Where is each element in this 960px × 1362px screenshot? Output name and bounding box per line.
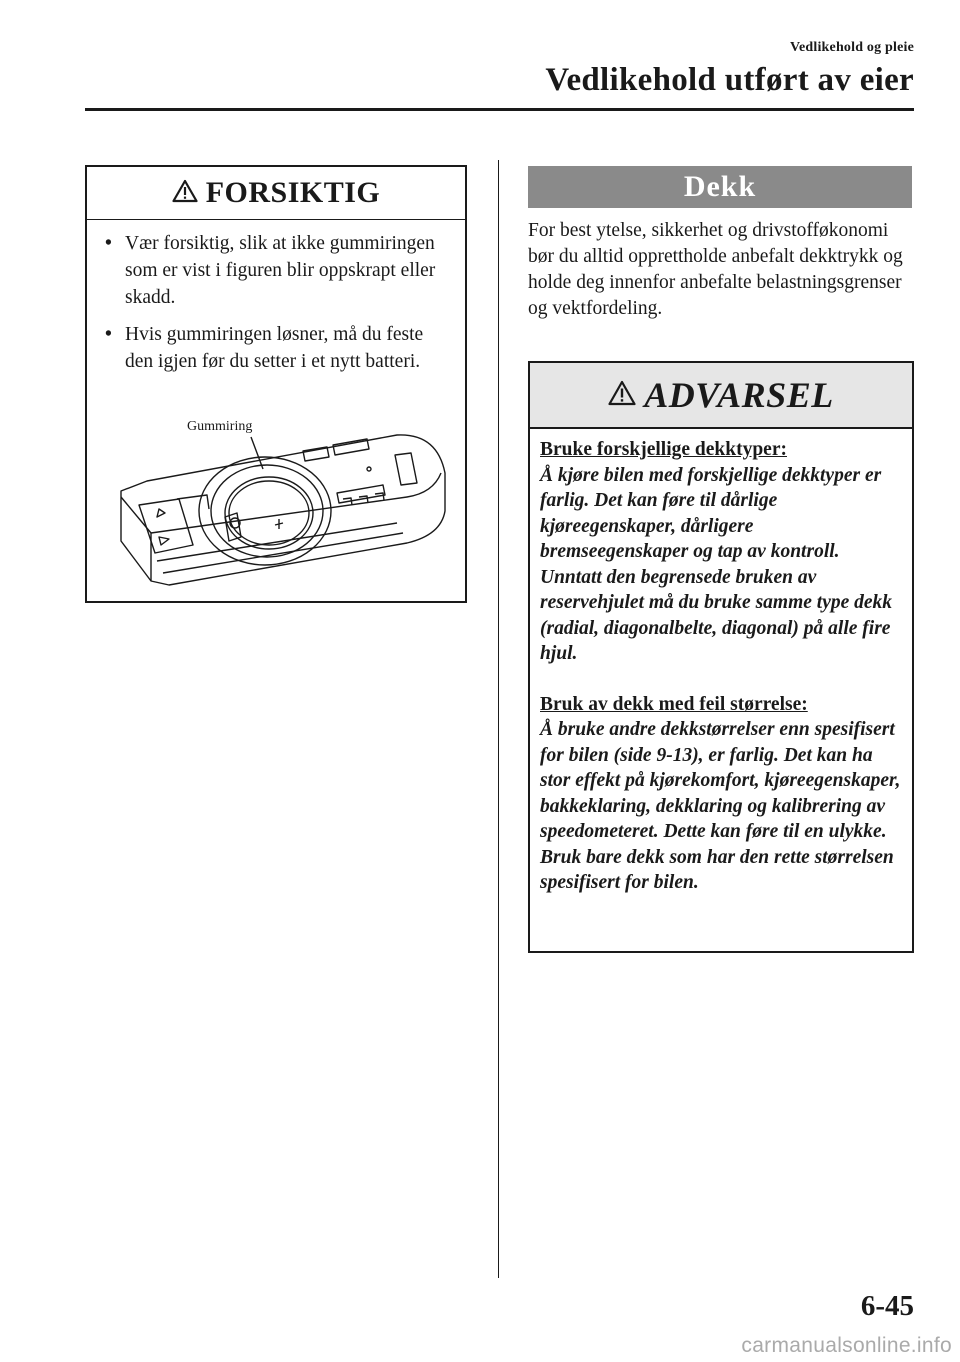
section-title-dekk: Dekk bbox=[528, 166, 912, 208]
key-fob-battery-illustration bbox=[107, 413, 447, 588]
figure-label: Gummiring bbox=[187, 419, 253, 434]
caution-title: FORSIKTIG bbox=[205, 176, 381, 209]
warning-body bbox=[530, 429, 912, 896]
caution-item: • Vær forsiktig, slik at ikke gummiringen som er vist i figuren blir oppskrapt eller skadd. bbox=[87, 230, 465, 311]
warning-subheading: Bruke forskjellige dekktyper: bbox=[540, 439, 787, 460]
header-section-label: Vedlikehold og pleie bbox=[789, 40, 914, 55]
warning-title: ADVARSEL bbox=[644, 375, 834, 415]
warning-header bbox=[530, 363, 912, 429]
warning-box bbox=[528, 361, 914, 953]
warning-text: Å kjøre bilen med forskjellige dekktyper er farlig. Det kan føre til dårlige kjøreegenskaper, dårligere bremseegenskaper og tap av kontroll. Unntatt den begrensede bruken av reservehjulet må du bruke samme type dekk (radial, diagonalbelte, diagonal) på alle fire hjul. bbox=[540, 464, 893, 664]
watermark: carmanualsonline.info bbox=[741, 1334, 952, 1357]
warning-triangle-icon bbox=[608, 380, 636, 411]
column-divider bbox=[498, 160, 499, 1278]
warning-subheading: Bruk av dekk med feil størrelse: bbox=[540, 693, 808, 715]
page-number: 6-45 bbox=[860, 1290, 914, 1322]
caution-box bbox=[85, 165, 467, 603]
bullet: • bbox=[105, 324, 112, 345]
caution-header bbox=[87, 167, 465, 220]
caution-item: • Hvis gummiringen løsner, må du feste den igjen før du setter i et nytt batteri. bbox=[87, 321, 465, 375]
header-rule bbox=[85, 108, 914, 111]
warning-text: Å bruke andre dekkstørrelser enn spesifisert for bilen (side 9-13), er farlig. Det kan ha stor effekt på kjørekomfort, kjøreegenskaper, bakkeklaring, dekklaring og kalibrering av speedometeret. Dette kan føre til en ulykke. Bruk bare dekk som har den rette størrelsen spesifisert for bilen. bbox=[540, 719, 901, 893]
page-title: Vedlikehold utført av eier bbox=[545, 62, 914, 98]
warning-triangle-icon bbox=[172, 179, 198, 208]
caution-list bbox=[87, 230, 465, 375]
intro-paragraph: For best ytelse, sikkerhet og drivstofføkonomi bør du alltid opprettholde anbefalt dekktrykk og holde deg innenfor anbefalte belastningsgrenser og vektfordeling. bbox=[528, 220, 903, 319]
bullet: • bbox=[105, 233, 112, 254]
